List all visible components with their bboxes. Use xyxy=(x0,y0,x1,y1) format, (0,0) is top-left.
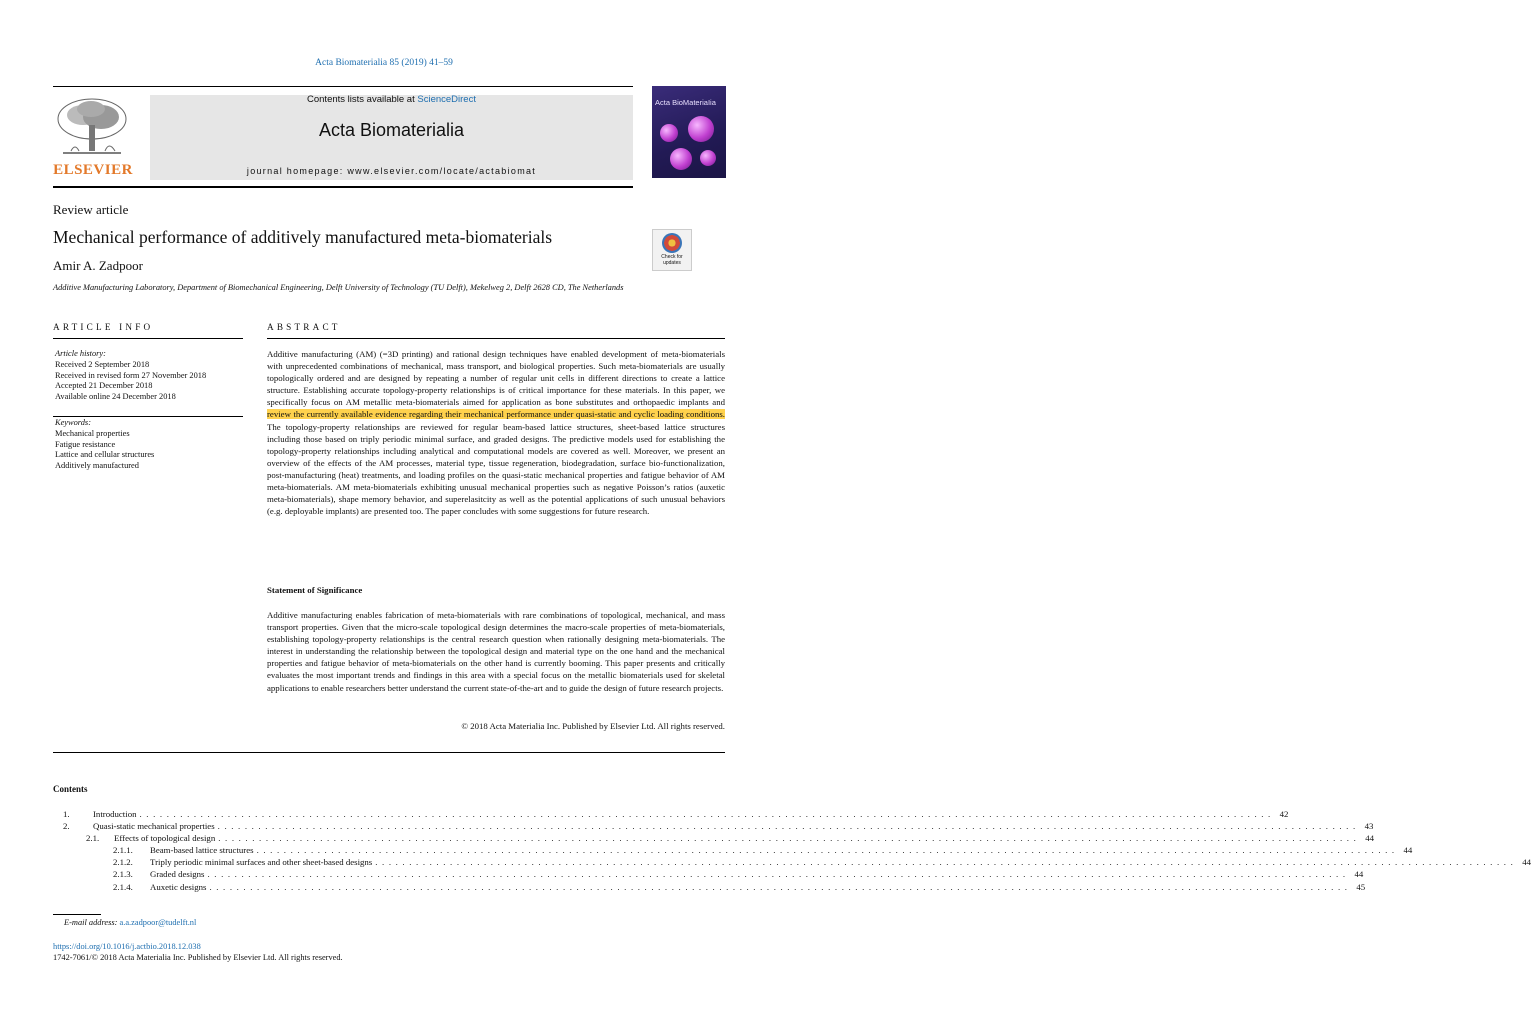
toc-number: 2.1.2. xyxy=(113,857,133,868)
journal-reference-link[interactable]: Acta Biomaterialia 85 (2019) 41–59 xyxy=(315,58,453,68)
toc-page: 44 xyxy=(1403,845,1413,856)
author-affiliation: Additive Manufacturing Laboratory, Department of Biomechanical Engineering, Delft University of Technology (TU Delft), Mekelweg 2, Delft 2628 CD, The Netherlands xyxy=(53,283,624,292)
cover-sphere xyxy=(688,116,714,142)
toc-leader: . . . . . . . . . . . . . . . . . . . . . . . . . . . . . . . . . . . . . . . . . . . . . . . . . . . . . . . . . . . . . . . . . . . . . . . . . . . . . . . . . . . . . . . . . . . . . . . . . . . . . . . . . . . . . . . . . . . . . . . . . . . . . . . . . . . . . . . . . . . . . . . . . . . . . . . . . . . . . . . . . . . . . . . xyxy=(139,809,1272,819)
toc-leader: . . . . . . . . . . . . . . . . . . . . . . . . . . . . . . . . . . . . . . . . . . . . . . . . . . . . . . . . . . . . . . . . . . . . . . . . . . . . . . . . . . . . . . . . . . . . . . . . . . . . . . . . . . . . . . . . . . . . . . . . . . . . . . . . . . . . . . . . . . . . . . . . . . . . . . . . . . . . . . . . . . . . . . . . xyxy=(207,869,1347,880)
abstract-text-part: Additive manufacturing (AM) (=3D printing) and rational design techniques have enabled development of meta-biomaterials with unprecedented combinations of mechanical, mass transport, and biological properties. Such meta-biomaterials are usually topologically ordered and are designed by repeating a number of regular unit cells in different directions to create a lattice structure. Establishing accurate topology-property relationships is of critical importance for these materials. In this paper, we specifically focus on AM metallic meta-biomaterials aimed for application as bone substitutes and orthopaedic implants and xyxy=(267,349,725,408)
abstract-rule xyxy=(267,338,725,339)
article-title: Mechanical performance of additively manufactured meta-biomaterials xyxy=(53,227,553,247)
article-type: Review article xyxy=(53,202,129,217)
toc-number: 2.1.1. xyxy=(113,845,133,856)
journal-reference[interactable] xyxy=(0,58,768,68)
history-item: Available online 24 December 2018 xyxy=(55,392,176,402)
toc-label: Introduction xyxy=(93,809,137,819)
cover-title: Acta BioMateriaIia xyxy=(655,98,716,107)
toc-label: Beam-based lattice structures xyxy=(150,845,254,856)
toc-leader: . . . . . . . . . . . . . . . . . . . . . . . . . . . . . . . . . . . . . . . . . . . . . . . . . . . . . . . . . . . . . . . . . . . . . . . . . . . . . . . . . . . . . . . . . . . . . . . . . . . . . . . . . . . . . . . . . . . . . . . . . . . . . . . . . . . . . . . . . . . . . . . . . . . . . . . . . . . . . . . . . . . . . . . . xyxy=(218,833,1357,844)
toc-entry[interactable] xyxy=(53,869,1364,881)
author-name[interactable]: Amir A. Zadpoor xyxy=(53,258,143,273)
toc-number: 2.1.4. xyxy=(113,881,133,892)
contents-rule xyxy=(53,752,725,753)
issn-copyright: 1742-7061/© 2018 Acta Materialia Inc. Published by Elsevier Ltd. All rights reserved. xyxy=(53,953,343,962)
toc-entry[interactable] xyxy=(53,845,1413,857)
keyword-item: Mechanical properties xyxy=(55,428,130,438)
abstract-text-part: The topology-property relationships are reviewed for regular beam-based lattice structures, sheet-based lattice structures including those based on triply periodic minimal surface, and graded designs. The predictive models used for establishing the topology-property relationships including analytical and computational models are covered as well. Moreover, we present an overview of the effects of the AM processes, material type, tissue regeneration, biodegradation, surface bio-functionalization, post-manufacturing (heat) treatments, and loading profiles on the quasi-static mechanical properties and fatigue behavior of AM meta-biomaterials. AM meta-biomaterials exhibiting unusual mechanical properties such as negative Poisson’s ratios (auxetic meta-biomaterials), shape memory behavior, and superelasitcity as well as the potential applications of such unusual behaviors (e.g. deployable implants) are presented too. The paper concludes with some suggestions for future research. xyxy=(267,421,725,517)
table-of-contents xyxy=(53,809,1531,894)
history-item: Accepted 21 December 2018 xyxy=(55,381,153,391)
toc-leader: . . . . . . . . . . . . . . . . . . . . . . . . . . . . . . . . . . . . . . . . . . . . . . . . . . . . . . . . . . . . . . . . . . . . . . . . . . . . . . . . . . . . . . . . . . . . . . . . . . . . . . . . . . . . . . . . . . . . . . . . . . . . . . . . . . . . . . . . . . . . . . . . . . . . . . . . . . . . . . . . . . . . . . . . xyxy=(375,857,1514,868)
toc-label: Triply periodic minimal surfaces and other sheet-based designs xyxy=(150,857,373,868)
history-item: Received in revised form 27 November 2018 xyxy=(55,370,207,380)
crossmark-text-line: updates xyxy=(663,260,681,266)
keyword-item: Fatigue resistance xyxy=(55,439,116,449)
keyword-item: Additively manufactured xyxy=(55,461,139,471)
toc-page: 43 xyxy=(1364,821,1374,832)
sciencedirect-link[interactable]: ScienceDirect xyxy=(417,94,476,105)
keyword-item: Lattice and cellular structures xyxy=(55,450,155,460)
toc-entry[interactable] xyxy=(53,881,1366,894)
elsevier-tree-icon xyxy=(53,95,131,155)
toc-page: 44 xyxy=(1354,869,1364,880)
toc-page: 42 xyxy=(1279,809,1289,819)
toc-leader: . . . . . . . . . . . . . . . . . . . . . . . . . . . . . . . . . . . . . . . . . . . . . . . . . . . . . . . . . . . . . . . . . . . . . . . . . . . . . . . . . . . . . . . . . . . . . . . . . . . . . . . . . . . . . . . . . . . . . . . . . . . . . . . . . . . . . . . . . . . . . . . . . . . . . . . . . . . . . . . . . . . . . . . . xyxy=(209,881,1349,892)
cover-sphere xyxy=(660,124,678,142)
crossmark-icon xyxy=(662,233,682,253)
abstract-heading: ABSTRACT xyxy=(267,322,341,332)
toc-number: 2.1. xyxy=(86,833,100,844)
toc-page: 44 xyxy=(1365,833,1374,844)
header-top-rule xyxy=(53,86,633,87)
toc-entry[interactable] xyxy=(53,821,1374,833)
crossmark-text-line: Check for xyxy=(661,254,683,260)
toc-entry[interactable] xyxy=(53,857,1531,869)
header-bottom-rule xyxy=(53,186,633,188)
article-history xyxy=(55,349,206,403)
toc-leader: . . . . . . . . . . . . . . . . . . . . . . . . . . . . . . . . . . . . . . . . . . . . . . . . . . . . . . . . . . . . . . . . . . . . . . . . . . . . . . . . . . . . . . . . . . . . . . . . . . . . . . . . . . . . . . . . . . . . . . . . . . . . . . . . . . . . . . . . . . . . . . . . . . . . . . . . . . . . . . . . . . . . . . . . xyxy=(217,821,1357,832)
toc-number: 2. xyxy=(63,821,70,832)
cover-sphere xyxy=(700,150,716,166)
email-label: E-mail address: xyxy=(64,918,120,927)
journal-cover-image[interactable] xyxy=(652,86,726,178)
keywords-label: Keywords: xyxy=(55,418,91,427)
contents-available-line xyxy=(150,94,633,105)
check-for-updates-button[interactable] xyxy=(652,229,692,271)
footnote-rule xyxy=(53,914,101,915)
author-email-link[interactable]: a.a.zadpoor@tudelft.nl xyxy=(119,918,197,927)
toc-entry[interactable] xyxy=(53,809,1289,821)
significance-heading: Statement of Significance xyxy=(267,585,363,595)
toc-label: Graded designs xyxy=(150,869,205,880)
journal-title: Acta Biomaterialia xyxy=(318,120,465,140)
contents-available-text: Contents lists available at xyxy=(307,94,418,105)
toc-label: Auxetic designs xyxy=(150,881,207,892)
article-info-heading: ARTICLE INFO xyxy=(53,322,154,332)
cover-sphere xyxy=(670,148,692,170)
history-label: Article history: xyxy=(55,349,106,358)
journal-homepage[interactable]: journal homepage: www.elsevier.com/locate/actabiomat xyxy=(246,166,537,176)
doi-link[interactable]: https://doi.org/10.1016/j.actbio.2018.12.038 xyxy=(53,942,201,951)
author-email-line xyxy=(64,918,196,927)
keywords-list xyxy=(55,418,154,472)
doi-line[interactable] xyxy=(53,942,201,951)
toc-number: 1. xyxy=(63,809,70,819)
abstract-highlight[interactable]: review the currently available evidence regarding their mechanical performance under quasi-static and cyclic loading conditions. xyxy=(267,409,725,420)
contents-heading: Contents xyxy=(53,784,88,794)
elsevier-wordmark: ELSEVIER xyxy=(53,162,133,178)
keywords-rule xyxy=(53,416,243,417)
history-item: Received 2 September 2018 xyxy=(55,359,150,369)
toc-page: 45 xyxy=(1356,881,1366,892)
toc-number: 2.1.3. xyxy=(113,869,133,880)
toc-leader: . . . . . . . . . . . . . . . . . . . . . . . . . . . . . . . . . . . . . . . . . . . . . . . . . . . . . . . . . . . . . . . . . . . . . . . . . . . . . . . . . . . . . . . . . . . . . . . . . . . . . . . . . . . . . . . . . . . . . . . . . . . . . . . . . . . . . . . . . . . . . . . . . . . . . . . . . . . . . . . . . . . . . . . . xyxy=(256,845,1396,856)
abstract-copyright: © 2018 Acta Materialia Inc. Published by Elsevier Ltd. All rights reserved. xyxy=(461,721,725,731)
toc-entry[interactable] xyxy=(53,833,1374,845)
elsevier-logo[interactable] xyxy=(53,95,133,180)
toc-label: Effects of topological design xyxy=(114,833,216,844)
toc-page: 44 xyxy=(1522,857,1531,868)
significance-text: Additive manufacturing enables fabrication of meta-biomaterials with rare combinations of topological, mechanical, and mass transport properties. Given that the micro-scale topological design determines the macro-scale properties of meta-biomaterials, establishing topology-property relationships is the central research question when rationally designing meta-biomaterials. The interest in understanding the relationship between the topological design and material type on the one hand and the mechanical properties and fatigue behavior of meta-biomaterials on the other hand is currently booming. This paper presents and critically evaluates the most important trends and findings in this area with a special focus on the metallic biomaterials used for skeletal applications to enable researchers better understand the current state-of-the-art and to guide the design of future research projects. xyxy=(267,610,725,693)
abstract-text xyxy=(267,348,725,517)
article-info-rule xyxy=(53,338,243,339)
toc-label: Quasi-static mechanical properties xyxy=(93,821,215,832)
